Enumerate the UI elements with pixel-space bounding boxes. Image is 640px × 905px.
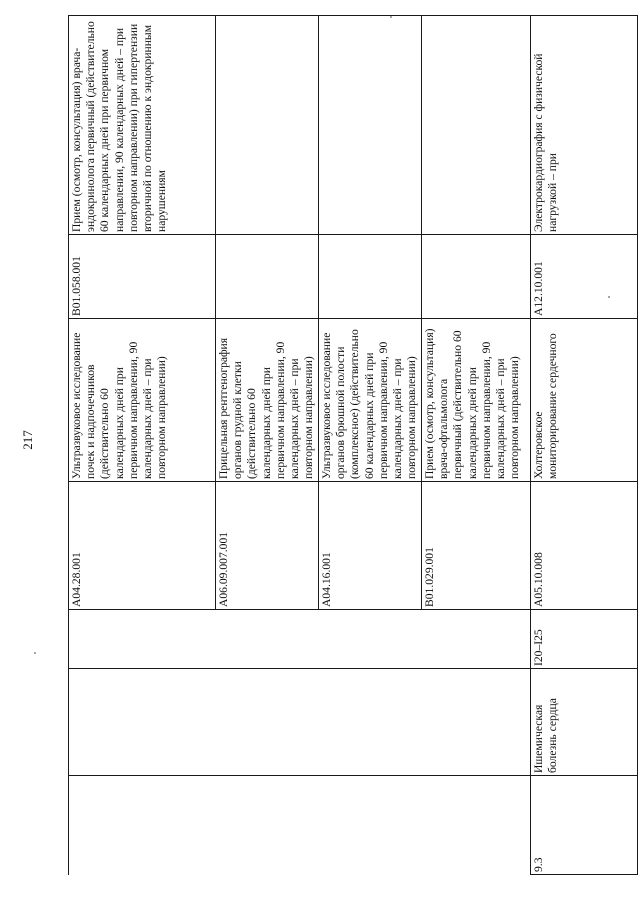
icd-code: I20–I25 [532, 629, 545, 666]
service-code: A04.16.001 [320, 552, 333, 607]
service-code: A06.09.007.001 [217, 531, 230, 607]
scan-speck [390, 16, 392, 18]
related-service-name: Электрокардиография с физической нагрузкой – при [532, 53, 560, 232]
page-number: 217 [20, 430, 35, 450]
service-code: A04.28.001 [70, 552, 83, 607]
scan-speck [34, 652, 36, 654]
related-service-code: B01.058.001 [70, 256, 83, 316]
service-code: A05.10.008 [532, 552, 545, 607]
service-code: B01.029.001 [423, 547, 436, 607]
service-name: Прицельная рентгенография органов грудной клетки (действительно 60 календарных дней при первичном направлении, 90 календарных дней – при повторном направлении) [217, 337, 316, 479]
service-name: Ультразвуковое исследование почек и надпочечников (действительно 60 календарных дней при первичном направлении, 90 календарных дней – при повторном направлении) [70, 332, 169, 479]
rotated-table [68, 15, 638, 875]
disease-name: Ишемическая болезнь сердца [532, 698, 560, 773]
scan-speck [608, 296, 610, 298]
service-name: Ультразвуковое исследование органов брюшной полости (комплексное) (действительно 60 календарных дней при первичном направлении, 90 календарных дней – при повторном направлении) [320, 329, 419, 479]
service-name: Холтеровское мониторирование сердечного [532, 333, 560, 479]
related-service-code: A12.10.001 [532, 261, 545, 316]
related-service-name: Прием (осмотр, консультация) врача-эндокринолога первичный (действительно 60 календарных дней при первичном направлении, 90 календарных дней – при повторном направлении) при гипертензии вторичной по отношению к эндокринным нарушениям [70, 21, 169, 232]
row-number: 9.3 [532, 857, 545, 872]
grid-line [637, 15, 638, 875]
service-name: Прием (осмотр, консультация) врача-офтальмолога первичный (действительно 60 календарных дней при первичном направлении, 90 календарных дней – при повторном направлении) [423, 328, 522, 479]
